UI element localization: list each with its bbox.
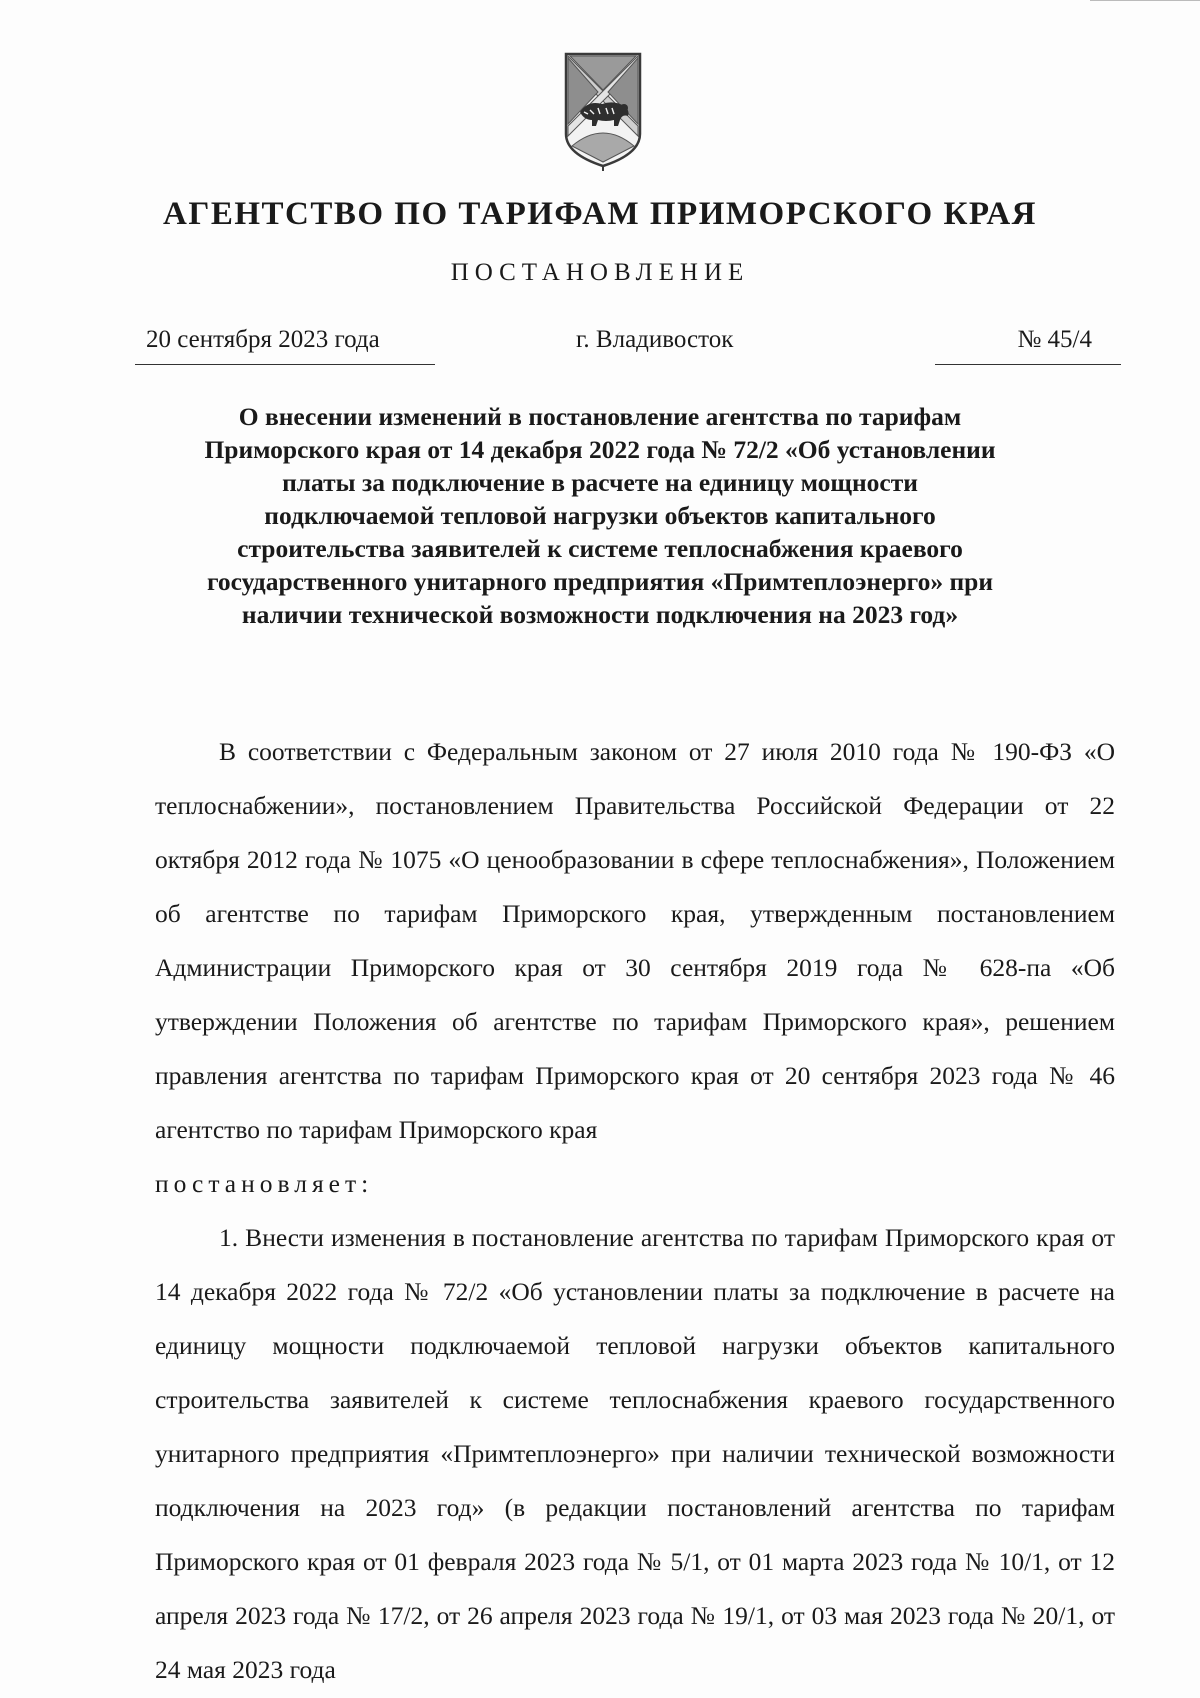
agency-title: АГЕНТСТВО ПО ТАРИФАМ ПРИМОРСКОГО КРАЯ <box>163 196 1037 232</box>
number-underline <box>935 364 1121 365</box>
coat-of-arms-icon <box>562 50 644 172</box>
resolves-word: постановляет: <box>155 1169 374 1198</box>
document-number: № 45/4 <box>1017 326 1092 353</box>
document-city: г. Владивосток <box>576 326 734 353</box>
document-type: ПОСТАНОВЛЕНИЕ <box>450 259 750 286</box>
document-subject: О внесении изменений в постановление агентства по тарифам Приморского края от 14 декабря 2022 года № 72/2 «Об установлении платы за подключение в расчете на единицу мощности подключаемой тепловой нагрузки объектов капитального строительства заявителей к системе теплоснабжения краевого государственного унитарного предприятия «Примтеплоэнерго» при наличии технической возможности подключения на 2023 год» <box>204 402 996 629</box>
date-underline <box>135 364 435 365</box>
document-body <box>155 725 1115 1697</box>
preamble-text: В соответствии с Федеральным законом от 27 июля 2010 года № 190-ФЗ «О теплоснабжении», постановлением Правительства Российской Федерации от 22 октября 2012 года № 1075 «О ценообразовании в сфере теплоснабжения», Положением об агентстве по тарифам Приморского края, утвержденным постановлением Администрации Приморского края от 30 сентября 2019 года № 628-па «Об утверждении Положения об агентстве по тарифам Приморского края», решением правления агентства по тарифам Приморского края от 20 сентября 2023 года № 46 агентство по тарифам Приморского края <box>155 737 1115 1144</box>
body-item-1: 1. Внести изменения в постановление агентства по тарифам Приморского края от 14 декабря 2022 года № 72/2 «Об установлении платы за подключение в расчете на единицу мощности подключаемой тепловой нагрузки объектов капитального строительства заявителей к системе теплоснабжения краевого государственного унитарного предприятия «Примтеплоэнерго» при наличии технической возможности подключения на 2023 год» (в редакции постановлений агентства по тарифам Приморского края от 01 февраля 2023 года № 5/1, от 01 марта 2023 года № 10/1, от 12 апреля 2023 года № 17/2, от 26 апреля 2023 года № 19/1, от 03 мая 2023 года № 20/1, от 24 мая 2023 года <box>155 1223 1115 1684</box>
body-preamble <box>155 725 1115 1211</box>
document-date: 20 сентября 2023 года <box>146 326 380 353</box>
scan-corner-mark <box>1090 0 1200 1</box>
